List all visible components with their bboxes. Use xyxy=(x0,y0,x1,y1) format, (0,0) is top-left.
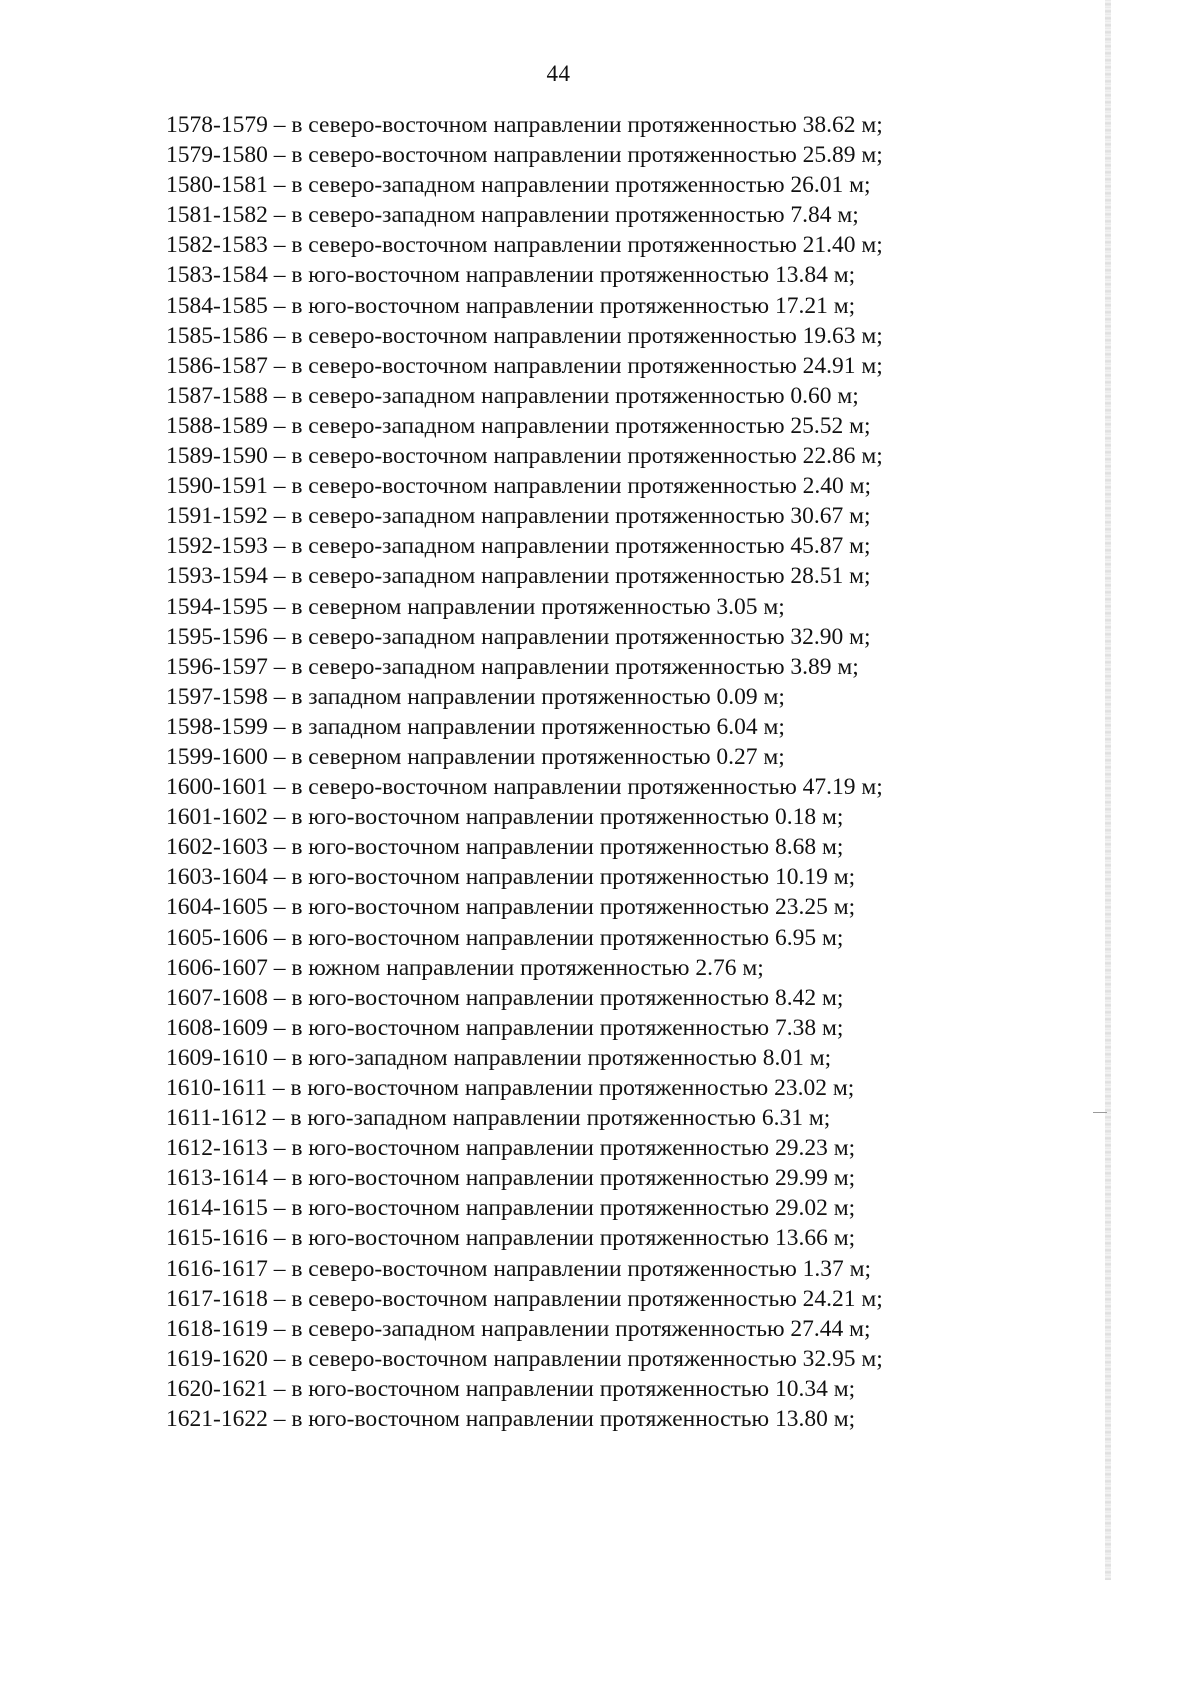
scan-edge-tick xyxy=(1093,1112,1107,1113)
list-item: 1612-1613 – в юго-восточном направлении протяженностью 29.23 м; xyxy=(166,1135,856,1162)
list-item: 1605-1606 – в юго-восточном направлении протяженностью 6.95 м; xyxy=(166,924,844,951)
list-item: 1616-1617 – в северо-восточном направлении протяженностью 1.37 м; xyxy=(166,1255,872,1282)
list-item: 1609-1610 – в юго-западном направлении протяженностью 8.01 м; xyxy=(166,1044,832,1071)
list-item: 1583-1584 – в юго-восточном направлении протяженностью 13.84 м; xyxy=(166,262,856,289)
list-item: 1578-1579 – в северо-восточном направлении протяженностью 38.62 м; xyxy=(166,112,883,138)
list-item: 1579-1580 – в северо-восточном направлении протяженностью 25.89 м; xyxy=(166,142,883,169)
list-item: 1581-1582 – в северо-западном направлении протяженностью 7.84 м; xyxy=(166,202,859,229)
list-item: 1586-1587 – в северо-восточном направлении протяженностью 24.91 м; xyxy=(166,352,883,379)
list-item: 1584-1585 – в юго-восточном направлении протяженностью 17.21 м; xyxy=(166,292,856,319)
list-item: 1587-1588 – в северо-западном направлении протяженностью 0.60 м; xyxy=(166,382,859,409)
list-item: 1599-1600 – в северном направлении протяженностью 0.27 м; xyxy=(166,743,785,770)
list-item: 1615-1616 – в юго-восточном направлении протяженностью 13.66 м; xyxy=(166,1225,856,1252)
list-item: 1601-1602 – в юго-восточном направлении протяженностью 0.18 м; xyxy=(166,804,844,831)
list-item: 1617-1618 – в северо-восточном направлении протяженностью 24.21 м; xyxy=(166,1285,883,1312)
list-item: 1580-1581 – в северо-западном направлении протяженностью 26.01 м; xyxy=(166,172,871,199)
list-item: 1604-1605 – в юго-восточном направлении протяженностью 23.25 м; xyxy=(166,894,856,921)
list-item: 1614-1615 – в юго-восточном направлении протяженностью 29.02 м; xyxy=(166,1195,856,1222)
list-item: 1618-1619 – в северо-западном направлении протяженностью 27.44 м; xyxy=(166,1315,871,1342)
list-item: 1594-1595 – в северном направлении протяженностью 3.05 м; xyxy=(166,593,785,620)
list-item: 1589-1590 – в северо-восточном направлении протяженностью 22.86 м; xyxy=(166,443,883,470)
list-item: 1603-1604 – в юго-восточном направлении протяженностью 10.19 м; xyxy=(166,864,856,891)
list-item: 1585-1586 – в северо-восточном направлении протяженностью 19.63 м; xyxy=(166,322,883,349)
list-item: 1606-1607 – в южном направлении протяженностью 2.76 м; xyxy=(166,954,764,981)
scan-edge-shadow xyxy=(1105,0,1111,1580)
list-item: 1582-1583 – в северо-восточном направлении протяженностью 21.40 м; xyxy=(166,232,883,259)
list-item: 1608-1609 – в юго-восточном направлении протяженностью 7.38 м; xyxy=(166,1014,844,1041)
list-item: 1590-1591 – в северо-восточном направлении протяженностью 2.40 м; xyxy=(166,473,872,500)
list-item: 1592-1593 – в северо-западном направлении протяженностью 45.87 м; xyxy=(166,533,871,560)
list-item: 1619-1620 – в северо-восточном направлении протяженностью 32.95 м; xyxy=(166,1345,883,1372)
list-item: 1611-1612 – в юго-западном направлении протяженностью 6.31 м; xyxy=(166,1105,831,1132)
list-item: 1591-1592 – в северо-западном направлении протяженностью 30.67 м; xyxy=(166,503,871,530)
list-item: 1620-1621 – в юго-восточном направлении протяженностью 10.34 м; xyxy=(166,1375,856,1402)
boundary-segment-list xyxy=(166,110,1046,1434)
list-item: 1621-1622 – в юго-восточном направлении протяженностью 13.80 м; xyxy=(166,1406,856,1433)
list-item: 1593-1594 – в северо-западном направлении протяженностью 28.51 м; xyxy=(166,563,871,590)
list-item: 1597-1598 – в западном направлении протяженностью 0.09 м; xyxy=(166,683,785,710)
list-item: 1613-1614 – в юго-восточном направлении протяженностью 29.99 м; xyxy=(166,1165,856,1192)
list-item: 1595-1596 – в северо-западном направлении протяженностью 32.90 м; xyxy=(166,623,871,650)
list-item: 1610-1611 – в юго-восточном направлении протяженностью 23.02 м; xyxy=(166,1075,855,1101)
list-item: 1607-1608 – в юго-восточном направлении протяженностью 8.42 м; xyxy=(166,984,844,1011)
page-number: 44 xyxy=(546,61,571,86)
list-item: 1596-1597 – в северо-западном направлении протяженностью 3.89 м; xyxy=(166,653,859,680)
list-item: 1598-1599 – в западном направлении протяженностью 6.04 м; xyxy=(166,713,785,740)
list-item: 1588-1589 – в северо-западном направлении протяженностью 25.52 м; xyxy=(166,412,871,439)
list-item: 1600-1601 – в северо-восточном направлении протяженностью 47.19 м; xyxy=(166,774,883,801)
list-item: 1602-1603 – в юго-восточном направлении протяженностью 8.68 м; xyxy=(166,834,844,861)
